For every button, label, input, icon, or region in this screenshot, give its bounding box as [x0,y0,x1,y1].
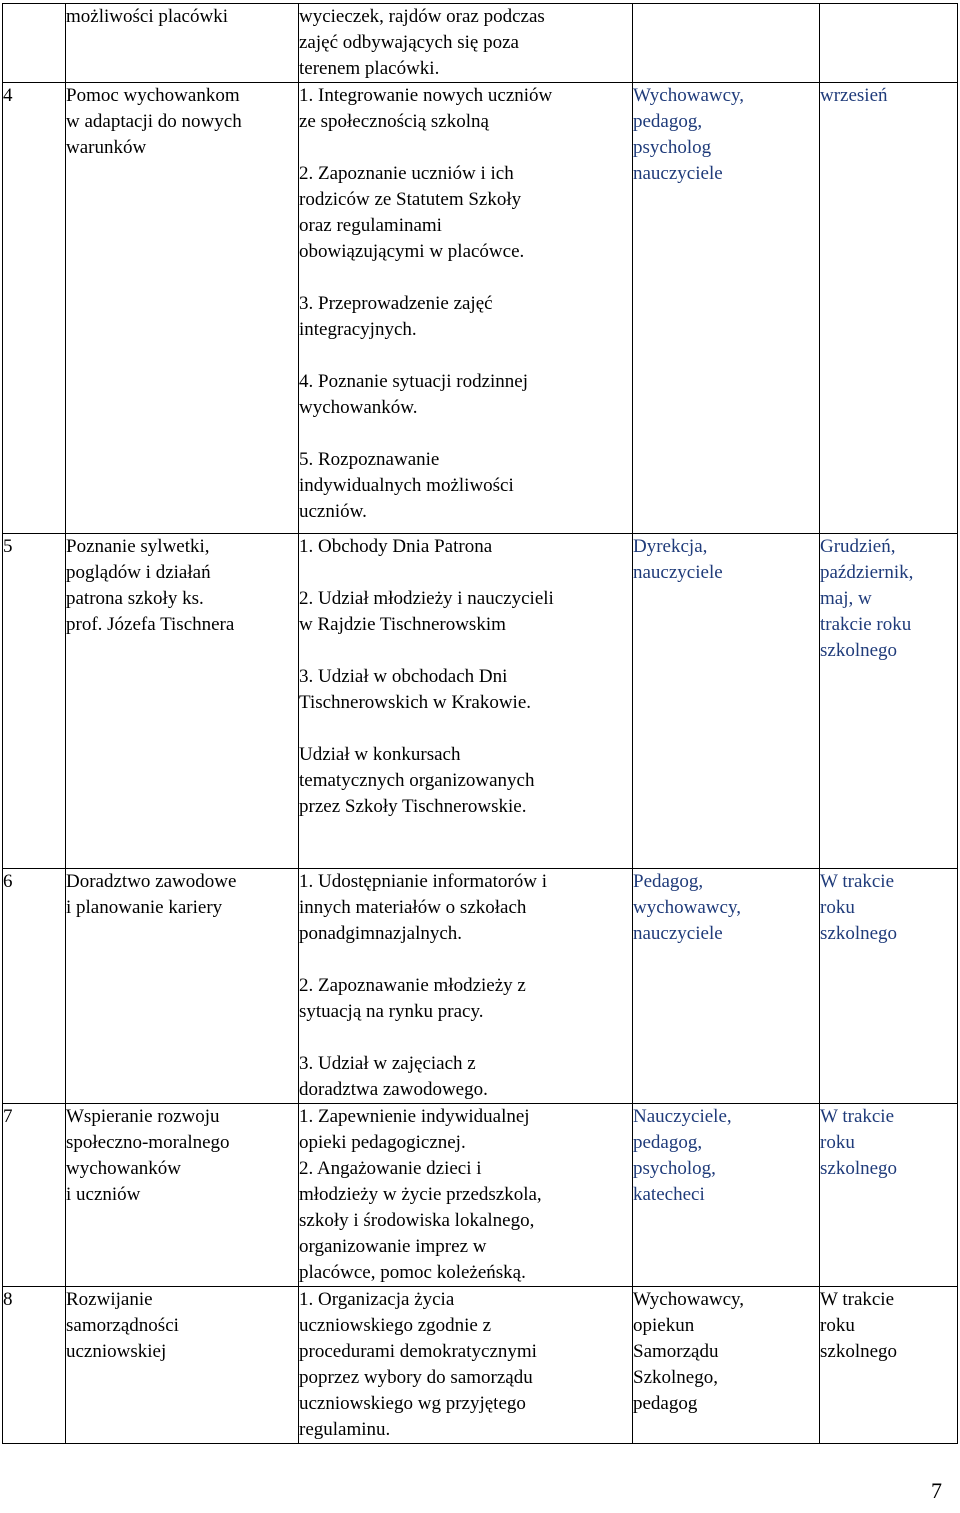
area-line: uczniowskiej [66,1341,167,1362]
area-line: prof. Józefa Tischnera [66,614,235,635]
task-item [299,369,632,421]
task-line: młodzieży w życie przedszkola, [299,1184,542,1205]
table-row [3,1287,958,1444]
area-cell [66,1104,299,1287]
row-number: 5 [3,536,13,557]
task-line: uczniowskiego wg przyjętego [299,1393,526,1414]
task-line: opieki pedagogicznej. [299,1132,466,1153]
time-line: Grudzień, [820,536,896,557]
task-line: 4. Poznanie sytuacji rodzinnej [299,371,528,392]
task-line: uczniowskiego zgodnie z [299,1315,492,1336]
task-line: 1. Organizacja życia [299,1289,455,1310]
row-number-cell [3,1287,66,1444]
row-number: 6 [3,871,13,892]
task-line: 5. Rozpoznawanie [299,449,440,470]
task-line: oraz regulaminami [299,215,442,236]
task-item [299,534,632,560]
task-line: Udział w konkursach [299,744,461,765]
responsible-line: Pedagog, [633,871,704,892]
responsible-line: opiekun [633,1315,695,1336]
task-item [299,161,632,265]
row-number-cell [3,83,66,534]
responsible-cell [633,4,820,83]
area-cell [66,534,299,869]
table-row [3,869,958,1104]
task-item [299,869,632,947]
area-line: Pomoc wychowankom [66,85,240,106]
task-line: w Rajdzie Tischnerowskim [299,614,506,635]
area-line: i planowanie kariery [66,897,223,918]
time-line: W trakcie [820,1106,895,1127]
time-line: szkolnego [820,640,898,661]
task-line: procedurami demokratycznymi [299,1341,537,1362]
responsible-line: wychowawcy, [633,897,741,918]
area-cell [66,83,299,534]
task-line: tematycznych organizowanych [299,770,535,791]
task-line: organizowanie imprez w [299,1236,487,1257]
responsible-line: psycholog [633,137,712,158]
task-line: 1. Udostępnianie informatorów i [299,871,548,892]
task-line: integracyjnych. [299,319,417,340]
area-line: Doradztwo zawodowe [66,871,237,892]
task-line: uczniów. [299,501,367,522]
task-item [299,1104,632,1156]
page-number: 7 [931,1478,942,1503]
task-line: 2. Udział młodzieży i nauczycieli [299,588,554,609]
task-item [299,1051,632,1103]
task-line: 2. Zapoznawanie młodzieży z [299,975,526,996]
responsible-line: pedagog [633,1393,698,1414]
task-line: 2. Zapoznanie uczniów i ich [299,163,514,184]
time-line: szkolnego [820,1158,898,1179]
responsible-line: pedagog, [633,111,703,132]
task-line: rodziców ze Statutem Szkoły [299,189,522,210]
task-item [299,1287,632,1443]
time-line: październik, [820,562,914,583]
row-number-cell [3,869,66,1104]
responsible-cell [633,869,820,1104]
task-line: 3. Udział w zajęciach z [299,1053,476,1074]
area-cell [66,1287,299,1444]
task-line: ponadgimnazjalnych. [299,923,463,944]
responsible-line: psycholog, [633,1158,716,1179]
task-line: wycieczek, rajdów oraz podczas [299,6,545,27]
task-line: 3. Udział w obchodach Dni [299,666,508,687]
time-line: trakcie roku [820,614,912,635]
time-cell [820,83,958,534]
area-line: Wspieranie rozwoju [66,1106,220,1127]
task-line: indywidualnych możliwości [299,475,514,496]
responsible-line: Szkolnego, [633,1367,718,1388]
responsible-line: Nauczyciele, [633,1106,732,1127]
table-body [3,4,958,1444]
area-cell [66,4,299,83]
time-cell [820,534,958,869]
tasks-cell [299,1104,633,1287]
time-line: roku [820,1132,855,1153]
task-line: 1. Zapewnienie indywidualnej [299,1106,530,1127]
row-number: 8 [3,1289,13,1310]
row-number-cell [3,1104,66,1287]
task-line: sytuacją na rynku pracy. [299,1001,484,1022]
responsible-line: nauczyciele [633,562,723,583]
responsible-line: nauczyciele [633,163,723,184]
area-line: Rozwijanie [66,1289,153,1310]
area-line: samorządności [66,1315,179,1336]
responsible-line: Dyrekcja, [633,536,708,557]
responsible-cell [633,534,820,869]
row-number: 4 [3,85,13,106]
responsible-line: Samorządu [633,1341,719,1362]
time-line: roku [820,897,855,918]
row-number: 7 [3,1106,13,1127]
task-item [299,83,632,135]
time-line: wrzesień [820,85,888,106]
task-line: 1. Obchody Dnia Patrona [299,536,493,557]
table-row [3,1104,958,1287]
area-line: warunków [66,137,147,158]
task-line: 3. Przeprowadzenie zajęć [299,293,493,314]
responsible-line: katecheci [633,1184,705,1205]
area-line: społeczno-moralnego [66,1132,230,1153]
responsible-line: pedagog, [633,1132,703,1153]
task-line: regulaminu. [299,1419,391,1440]
table-row [3,83,958,534]
tasks-cell [299,4,633,83]
tasks-cell [299,83,633,534]
time-cell [820,1104,958,1287]
responsible-cell [633,1287,820,1444]
time-cell [820,1287,958,1444]
area-cell [66,869,299,1104]
task-item [299,586,632,638]
area-line: i uczniów [66,1184,141,1205]
task-item [299,1156,632,1286]
time-cell [820,4,958,83]
responsible-cell [633,83,820,534]
task-item [299,291,632,343]
area-line: poglądów i działań [66,562,211,583]
time-line: szkolnego [820,923,898,944]
row-number-cell [3,534,66,869]
responsible-line: nauczyciele [633,923,723,944]
tasks-cell [299,869,633,1104]
task-line: wychowanków. [299,397,418,418]
task-line: poprzez wybory do samorządu [299,1367,533,1388]
task-line: innych materiałów o szkołach [299,897,527,918]
task-line: 1. Integrowanie nowych uczniów [299,85,553,106]
task-item [299,664,632,716]
task-line: placówce, pomoc koleżeńską. [299,1262,526,1283]
area-line: w adaptacji do nowych [66,111,242,132]
time-line: W trakcie [820,871,895,892]
task-item [299,447,632,525]
table-row [3,4,958,83]
task-line: szkoły i środowiska lokalnego, [299,1210,535,1231]
task-line: obowiązującymi w placówce. [299,241,525,262]
task-line: ze społecznością szkolną [299,111,489,132]
education-plan-table [2,3,958,1444]
table-row [3,534,958,869]
task-item [299,973,632,1025]
task-line: Tischnerowskich w Krakowie. [299,692,532,713]
tasks-cell [299,534,633,869]
task-item [299,742,632,820]
tasks-cell [299,1287,633,1444]
time-line: roku [820,1315,855,1336]
task-line: terenem placówki. [299,58,440,79]
row-number-cell [3,4,66,83]
responsible-line: Wychowawcy, [633,85,745,106]
area-line: wychowanków [66,1158,182,1179]
task-line: 2. Angażowanie dzieci i [299,1158,482,1179]
task-item [299,4,632,82]
time-line: szkolnego [820,1341,898,1362]
area-line: patrona szkoły ks. [66,588,204,609]
area-line: możliwości placówki [66,6,228,27]
time-line: maj, w [820,588,872,609]
area-line: Poznanie sylwetki, [66,536,210,557]
task-line: zajęć odbywających się poza [299,32,519,53]
time-cell [820,869,958,1104]
task-line: przez Szkoły Tischnerowskie. [299,796,527,817]
task-line: doradztwa zawodowego. [299,1079,488,1100]
responsible-line: Wychowawcy, [633,1289,745,1310]
responsible-cell [633,1104,820,1287]
time-line: W trakcie [820,1289,895,1310]
